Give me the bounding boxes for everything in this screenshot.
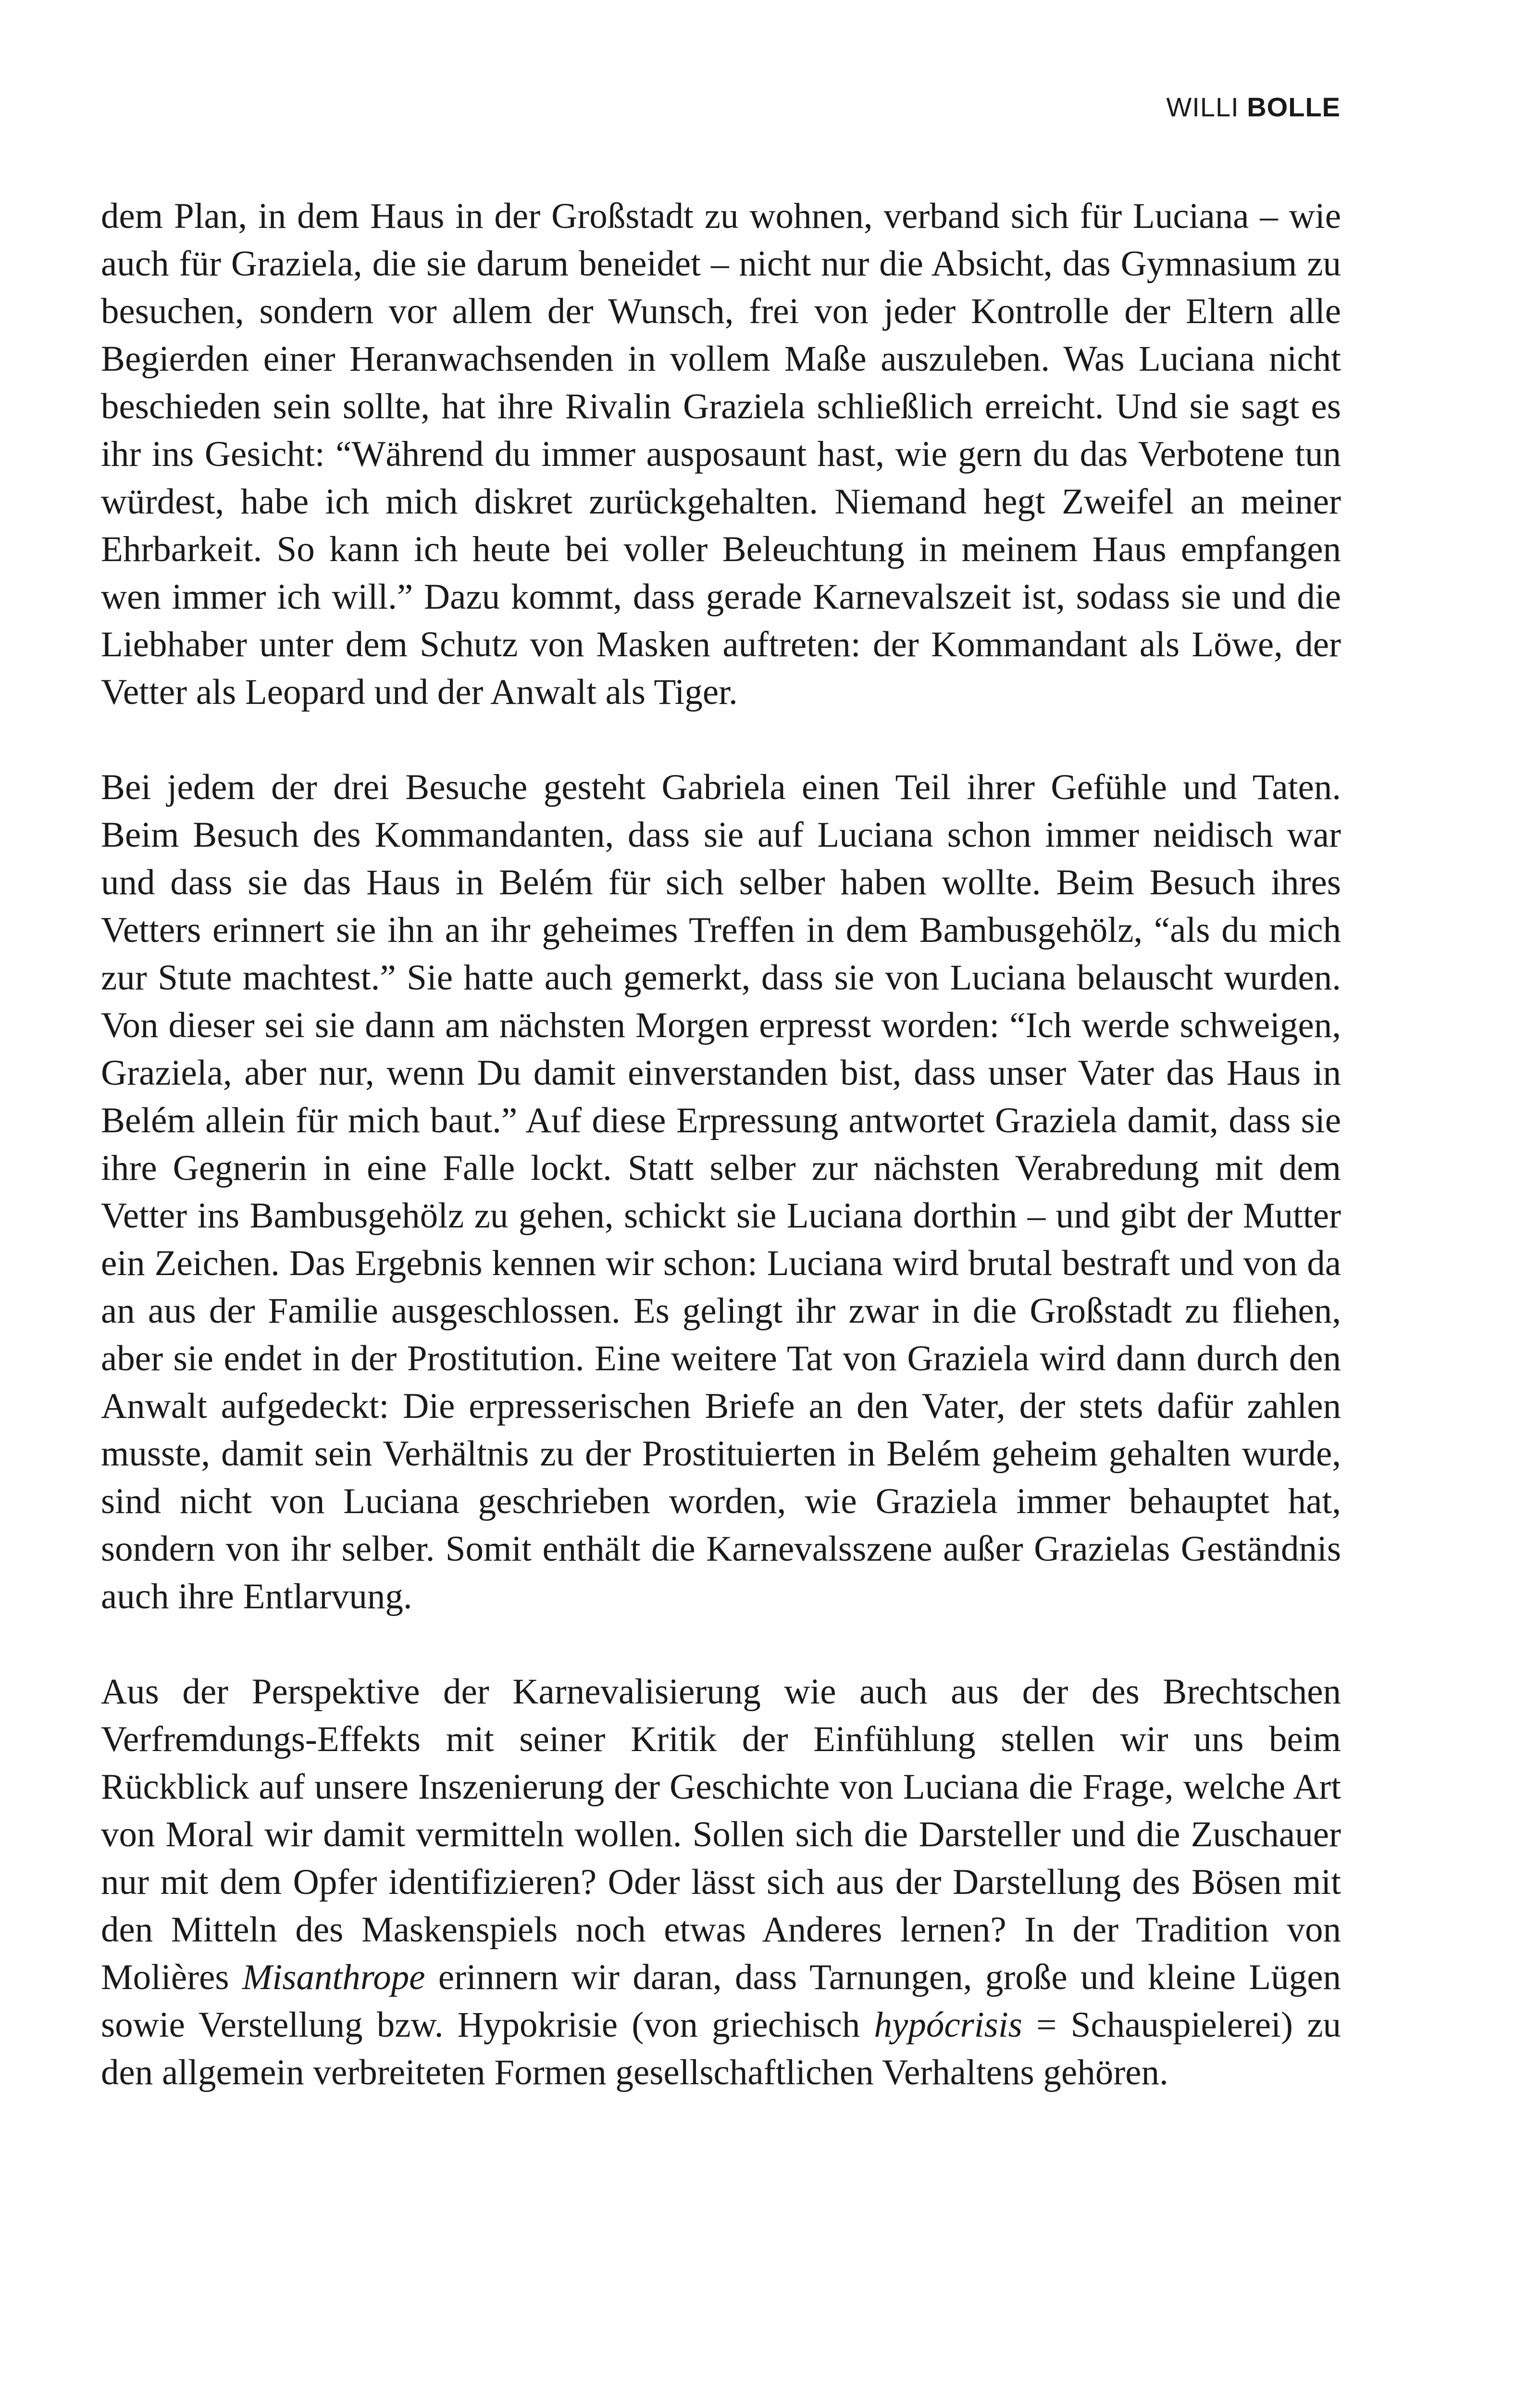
paragraph-3-part-2: erinnern wir daran, dass Tarnungen, große und kleine Lügen sowie Verstellung bzw. Hypokrisie (von griechisch: [101, 1957, 1341, 2045]
paragraph-1: dem Plan, in dem Haus in der Großstadt zu wohnen, verband sich für Luciana – wie auch für Graziela, die sie darum beneidet – nicht nur die Absicht, das Gymnasium zu besuchen, sondern vor allem der Wunsch, frei von jeder Kontrolle der Eltern alle Begierden einer Heranwachsenden in vollem Maße auszuleben. Was Luciana nicht beschieden sein sollte, hat ihre Rivalin Graziela schließlich erreicht. Und sie sagt es ihr ins Gesicht: “Während du immer ausposaunt hast, wie gern du das Verbotene tun würdest, habe ich mich diskret zurückgehalten. Niemand hegt Zweifel an meiner Ehrbarkeit. So kann ich heute bei voller Beleuchtung in meinem Haus empfangen wen immer ich will.” Dazu kommt, dass gerade Karnevalszeit ist, sodass sie und die Liebhaber unter dem Schutz von Masken auftreten: der Kommandant als Löwe, der Vetter als Leopard und der Anwalt als Tiger.: [101, 196, 1341, 712]
body-text: [101, 192, 1341, 2096]
italic-term-hypocrisis: hypócrisis: [874, 2005, 1022, 2045]
running-head: [1166, 91, 1341, 123]
paragraph-2: Bei jedem der drei Besuche gesteht Gabriela einen Teil ihrer Gefühle und Taten. Beim Besuch des Kommandanten, dass sie auf Luciana schon immer neidisch war und dass sie das Haus in Belém für sich selber haben wollte. Beim Besuch ihres Vetters erinnert sie ihn an ihr geheimes Treffen in dem Bambusgehölz, “als du mich zur Stute machtest.” Sie hatte auch gemerkt, dass sie von Luciana belauscht wurden. Von dieser sei sie dann am nächsten Morgen erpresst worden: “Ich werde schweigen, Graziela, aber nur, wenn Du damit einverstanden bist, dass unser Vater das Haus in Belém allein für mich baut.” Auf diese Erpressung antwortet Graziela damit, dass sie ihre Gegnerin in eine Falle lockt. Statt selber zur nächsten Verabredung mit dem Vetter ins Bambusgehölz zu gehen, schickt sie Luciana dorthin – und gibt der Mutter ein Zeichen. Das Ergebnis kennen wir schon: Luciana wird brutal bestraft und von da an aus der Familie ausgeschlossen. Es gelingt ihr zwar in die Großstadt zu fliehen, aber sie endet in der Prostitution. Eine weitere Tat von Graziela wird dann durch den Anwalt aufgedeckt: Die erpresserischen Briefe an den Vater, der stets dafür zahlen musste, damit sein Verhältnis zu der Prostituierten in Belém geheim gehalten wurde, sind nicht von Luciana geschrieben worden, wie Graziela immer behauptet hat, sondern von ihr selber. Somit enthält die Karnevalsszene außer Grazielas Geständnis auch ihre Entlarvung.: [101, 767, 1341, 1616]
author-given-name: WILLI: [1166, 92, 1247, 122]
author-surname: BOLLE: [1247, 92, 1341, 122]
paragraph-3-part-1: Aus der Perspektive der Karnevalisierung wie auch aus der des Brechtschen Verfremdungs-Effekts mit seiner Kritik der Einfühlung stellen wir uns beim Rückblick auf unsere Inszenierung der Geschichte von Luciana die Frage, welche Art von Moral wir damit vermitteln wollen. Sollen sich die Darsteller und die Zuschauer nur mit dem Opfer identifizieren? Oder lässt sich aus der Darstellung des Bösen mit den Mitteln des Maskenspiels noch etwas Anderes lernen? In der Tradition von Molières: [101, 1672, 1341, 1997]
paragraph-3-part-3: = Schauspielerei) zu den allgemein verbreiteten Formen gesellschaftlichen Verhaltens gehören.: [101, 2005, 1341, 2092]
paragraph-3: [101, 1668, 1341, 2096]
italic-title-misanthrope: Misanthrope: [242, 1957, 425, 1997]
